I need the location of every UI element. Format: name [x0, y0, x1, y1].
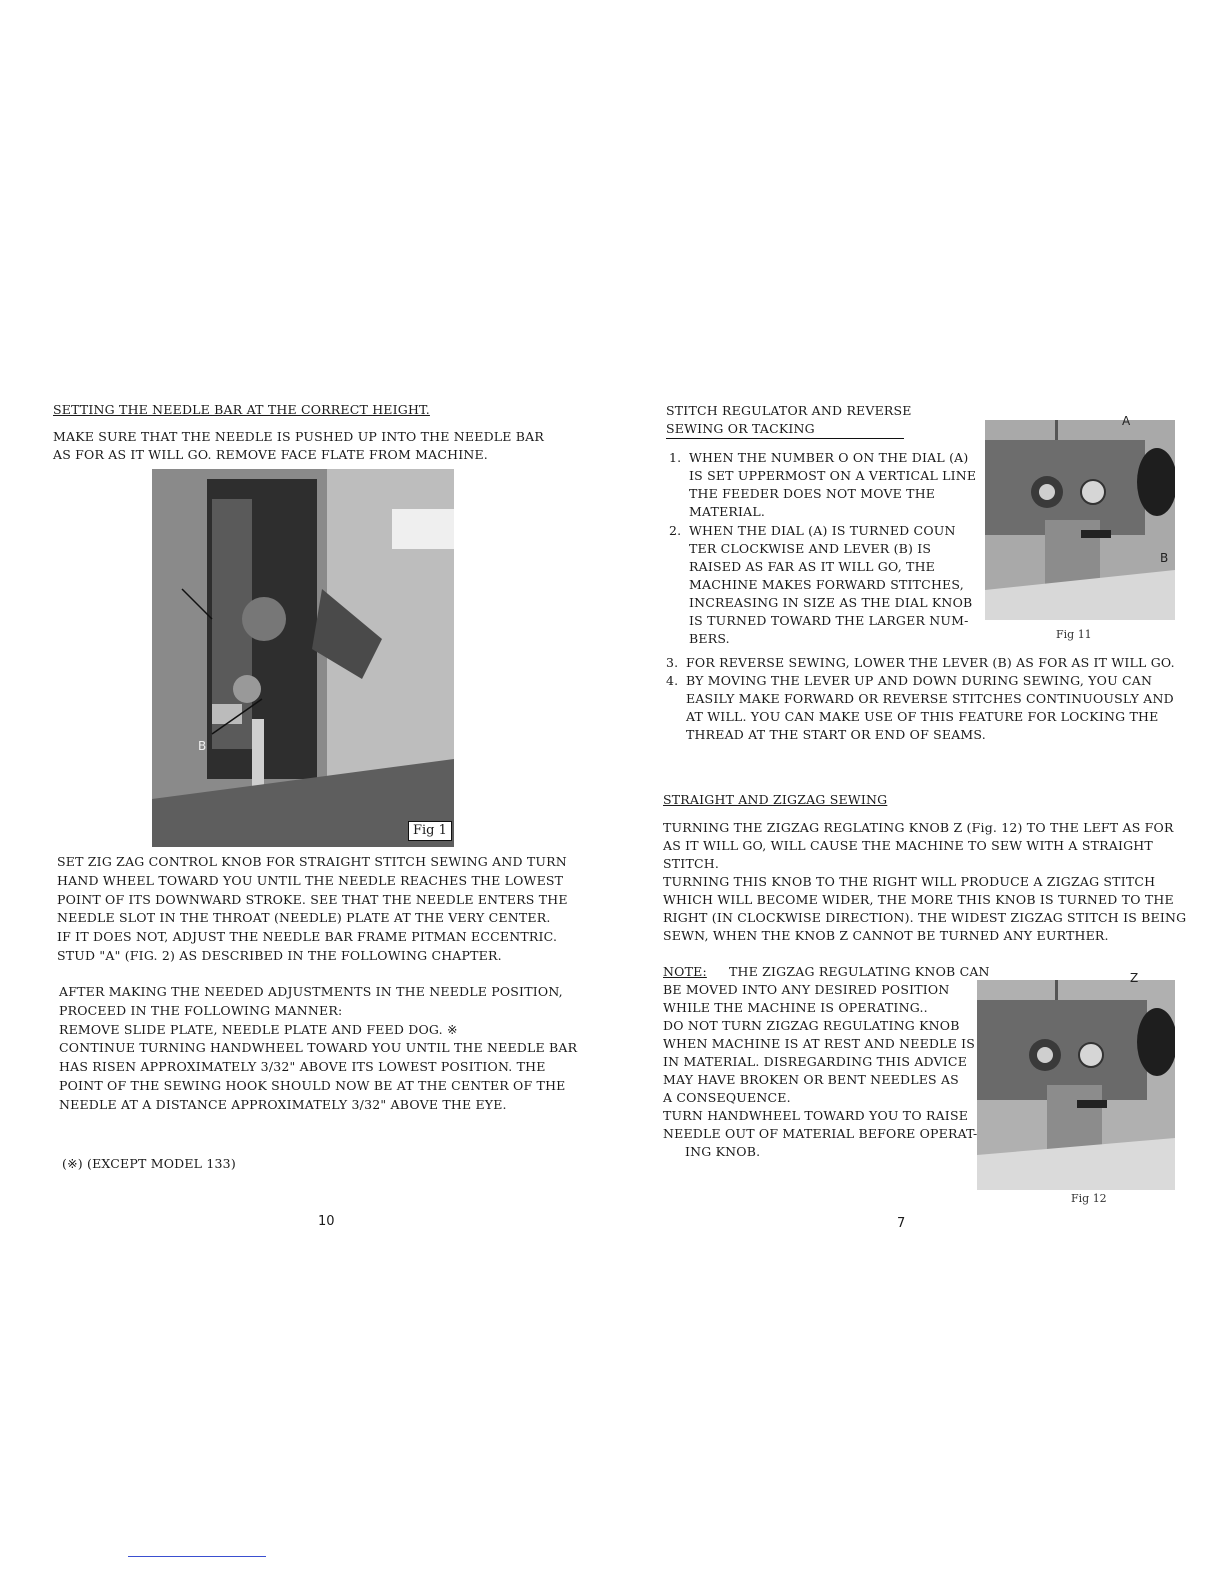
stitch-regulator-heading — [666, 402, 912, 439]
para1-line: STUD "A" (FIG. 2) AS DESCRIBED IN THE FOLLOWING CHAPTER. — [57, 947, 502, 963]
needle-bar-para2 — [59, 983, 577, 1115]
note-line: WHILE THE MACHINE IS OPERATING.. — [663, 1000, 928, 1015]
item-line: TER CLOCKWISE AND LEVER (B) IS — [689, 541, 932, 556]
fig11-callout-b: B — [1160, 551, 1169, 565]
para1-line: SET ZIG ZAG CONTROL KNOB FOR STRAIGHT STITCH SEWING AND TURN — [57, 854, 567, 869]
item-line: WHEN THE NUMBER O ON THE DIAL (A) — [689, 450, 969, 465]
note-line: TURN HANDWHEEL TOWARD YOU TO RAISE — [663, 1108, 969, 1123]
note-line: THE ZIGZAG REGULATING KNOB CAN — [729, 964, 990, 979]
needle-bar-intro — [53, 428, 544, 464]
zigzag-line: TURNING THIS KNOB TO THE RIGHT WILL PRODUCE A ZIGZAG STITCH — [663, 874, 1156, 889]
fig1-photo — [152, 469, 454, 847]
para1-line: IF IT DOES NOT, ADJUST THE NEEDLE BAR FRAME PITMAN ECCENTRIC. — [57, 929, 558, 945]
intro-line: AS FOR AS IT WILL GO. REMOVE FACE FLATE FROM MACHINE. — [53, 447, 488, 462]
para2-line: PROCEED IN THE FOLLOWING MANNER: — [59, 1002, 343, 1018]
para2-line: HAS RISEN APPROXIMATELY 3/32" ABOVE ITS LOWEST POSITION. THE — [59, 1059, 546, 1075]
item-line: EASILY MAKE FORWARD OR REVERSE STITCHES CONTINUOUSLY AND — [686, 691, 1174, 706]
note-label: NOTE: — [663, 964, 707, 979]
stitch-item-3 — [666, 654, 1175, 672]
zigzag-line: AS IT WILL GO, WILL CAUSE THE MACHINE TO SEW WITH A STRAIGHT — [663, 838, 1153, 853]
needle-bar-illustration — [152, 469, 454, 847]
item-line: MACHINE MAKES FORWARD STITCHES, — [689, 577, 964, 592]
note-line: DO NOT TURN ZIGZAG REGULATING KNOB — [663, 1018, 960, 1033]
zigzag-line: WHICH WILL BECOME WIDER, THE MORE THIS KNOB IS TURNED TO THE — [663, 892, 1174, 907]
stitch-item-1 — [669, 449, 976, 521]
item-line: RAISED AS FAR AS IT WILL GO, THE — [689, 559, 936, 574]
zigzag-heading: STRAIGHT AND ZIGZAG SEWING — [663, 792, 888, 807]
item-line: AT WILL. YOU CAN MAKE USE OF THIS FEATURE FOR LOCKING THE — [686, 709, 1159, 724]
intro-line: MAKE SURE THAT THE NEEDLE IS PUSHED UP INTO THE NEEDLE BAR — [53, 429, 545, 444]
fig11-label: Fig 11 — [1056, 628, 1092, 641]
para1-line: POINT OF ITS DOWNWARD STROKE. SEE THAT THE NEEDLE ENTERS THE — [57, 891, 568, 907]
fig11-photo — [985, 420, 1175, 620]
item-line: INCREASING IN SIZE AS THE DIAL KNOB — [689, 595, 973, 610]
left-page-number: 10 — [318, 1214, 335, 1229]
fig12-label: Fig 12 — [1071, 1192, 1107, 1205]
item-line: BERS. — [689, 631, 730, 646]
para2-line: REMOVE SLIDE PLATE, NEEDLE PLATE AND FEED DOG. ※ — [59, 1021, 458, 1037]
item-line: IS TURNED TOWARD THE LARGER NUM- — [689, 613, 969, 628]
needle-bar-heading: SETTING THE NEEDLE BAR AT THE CORRECT HEIGHT. — [53, 402, 430, 417]
note-line: ING KNOB. — [685, 1144, 761, 1159]
zigzag-line: RIGHT (IN CLOCKWISE DIRECTION). THE WIDEST ZIGZAG STITCH IS BEING — [663, 910, 1187, 925]
zigzag-line: STITCH. — [663, 856, 720, 871]
item-line: BY MOVING THE LEVER UP AND DOWN DURING SEWING, YOU CAN — [686, 673, 1153, 688]
fig1-label: Fig 1 — [408, 821, 452, 841]
fig12-photo — [977, 980, 1175, 1190]
item-line: WHEN THE DIAL (A) IS TURNED COUN — [689, 523, 956, 538]
item-number: 3. — [666, 655, 679, 670]
right-page-number: 7 — [897, 1216, 906, 1231]
needle-bar-para1 — [57, 853, 568, 966]
note-line: IN MATERIAL. DISREGARDING THIS ADVICE — [663, 1054, 968, 1069]
stitch-item-2 — [669, 522, 972, 648]
note-line: WHEN MACHINE IS AT REST AND NEEDLE IS — [663, 1036, 976, 1051]
para1-line: NEEDLE SLOT IN THE THROAT (NEEDLE) PLATE AT THE VERY CENTER. — [57, 910, 551, 926]
para2-line: AFTER MAKING THE NEEDED ADJUSTMENTS IN THE NEEDLE POSITION, — [59, 984, 563, 999]
zigzag-para — [663, 819, 1186, 945]
stitch-regulator-illustration — [985, 420, 1175, 620]
heading-line: STITCH REGULATOR AND REVERSE — [666, 403, 912, 418]
heading-line: SEWING OR TACKING — [666, 420, 904, 439]
para2-line: NEEDLE AT A DISTANCE APPROXIMATELY 3/32" ABOVE THE EYE. — [59, 1096, 507, 1112]
item-line: IS SET UPPERMOST ON A VERTICAL LINE — [689, 468, 977, 483]
fig11-callout-a: A — [1122, 414, 1131, 428]
para1-line: HAND WHEEL TOWARD YOU UNTIL THE NEEDLE REACHES THE LOWEST — [57, 872, 564, 888]
item-line: THE FEEDER DOES NOT MOVE THE — [689, 486, 936, 501]
item-number: 1. — [669, 450, 682, 465]
bottom-rule — [128, 1556, 266, 1557]
item-number: 4. — [666, 673, 679, 688]
item-line: THREAD AT THE START OR END OF SEAMS. — [686, 727, 986, 742]
note-block — [663, 963, 990, 1161]
fig1-callout-b: B — [198, 739, 207, 753]
zigzag-line: TURNING THE ZIGZAG REGLATING KNOB Z (Fig. 12) TO THE LEFT AS FOR — [663, 820, 1174, 835]
para2-line: CONTINUE TURNING HANDWHEEL TOWARD YOU UNTIL THE NEEDLE BAR — [59, 1040, 578, 1056]
para2-line: POINT OF THE SEWING HOOK SHOULD NOW BE AT THE CENTER OF THE — [59, 1077, 566, 1093]
zigzag-line: SEWN, WHEN THE KNOB Z CANNOT BE TURNED ANY EURTHER. — [663, 928, 1109, 943]
fig12-callout-z: Z — [1130, 971, 1139, 985]
item-line: MATERIAL. — [689, 504, 766, 519]
zigzag-knob-illustration — [977, 980, 1175, 1190]
note-line: A CONSEQUENCE. — [663, 1090, 791, 1105]
item-line: FOR REVERSE SEWING, LOWER THE LEVER (B) AS FOR AS IT WILL GO. — [686, 655, 1175, 670]
note-line: NEEDLE OUT OF MATERIAL BEFORE OPERAT- — [663, 1126, 978, 1141]
note-line: BE MOVED INTO ANY DESIRED POSITION — [663, 982, 950, 997]
stitch-item-4 — [666, 672, 1174, 744]
note-line: MAY HAVE BROKEN OR BENT NEEDLES AS — [663, 1072, 959, 1087]
footnote: (※) (EXCEPT MODEL 133) — [62, 1156, 236, 1171]
item-number: 2. — [669, 523, 682, 538]
